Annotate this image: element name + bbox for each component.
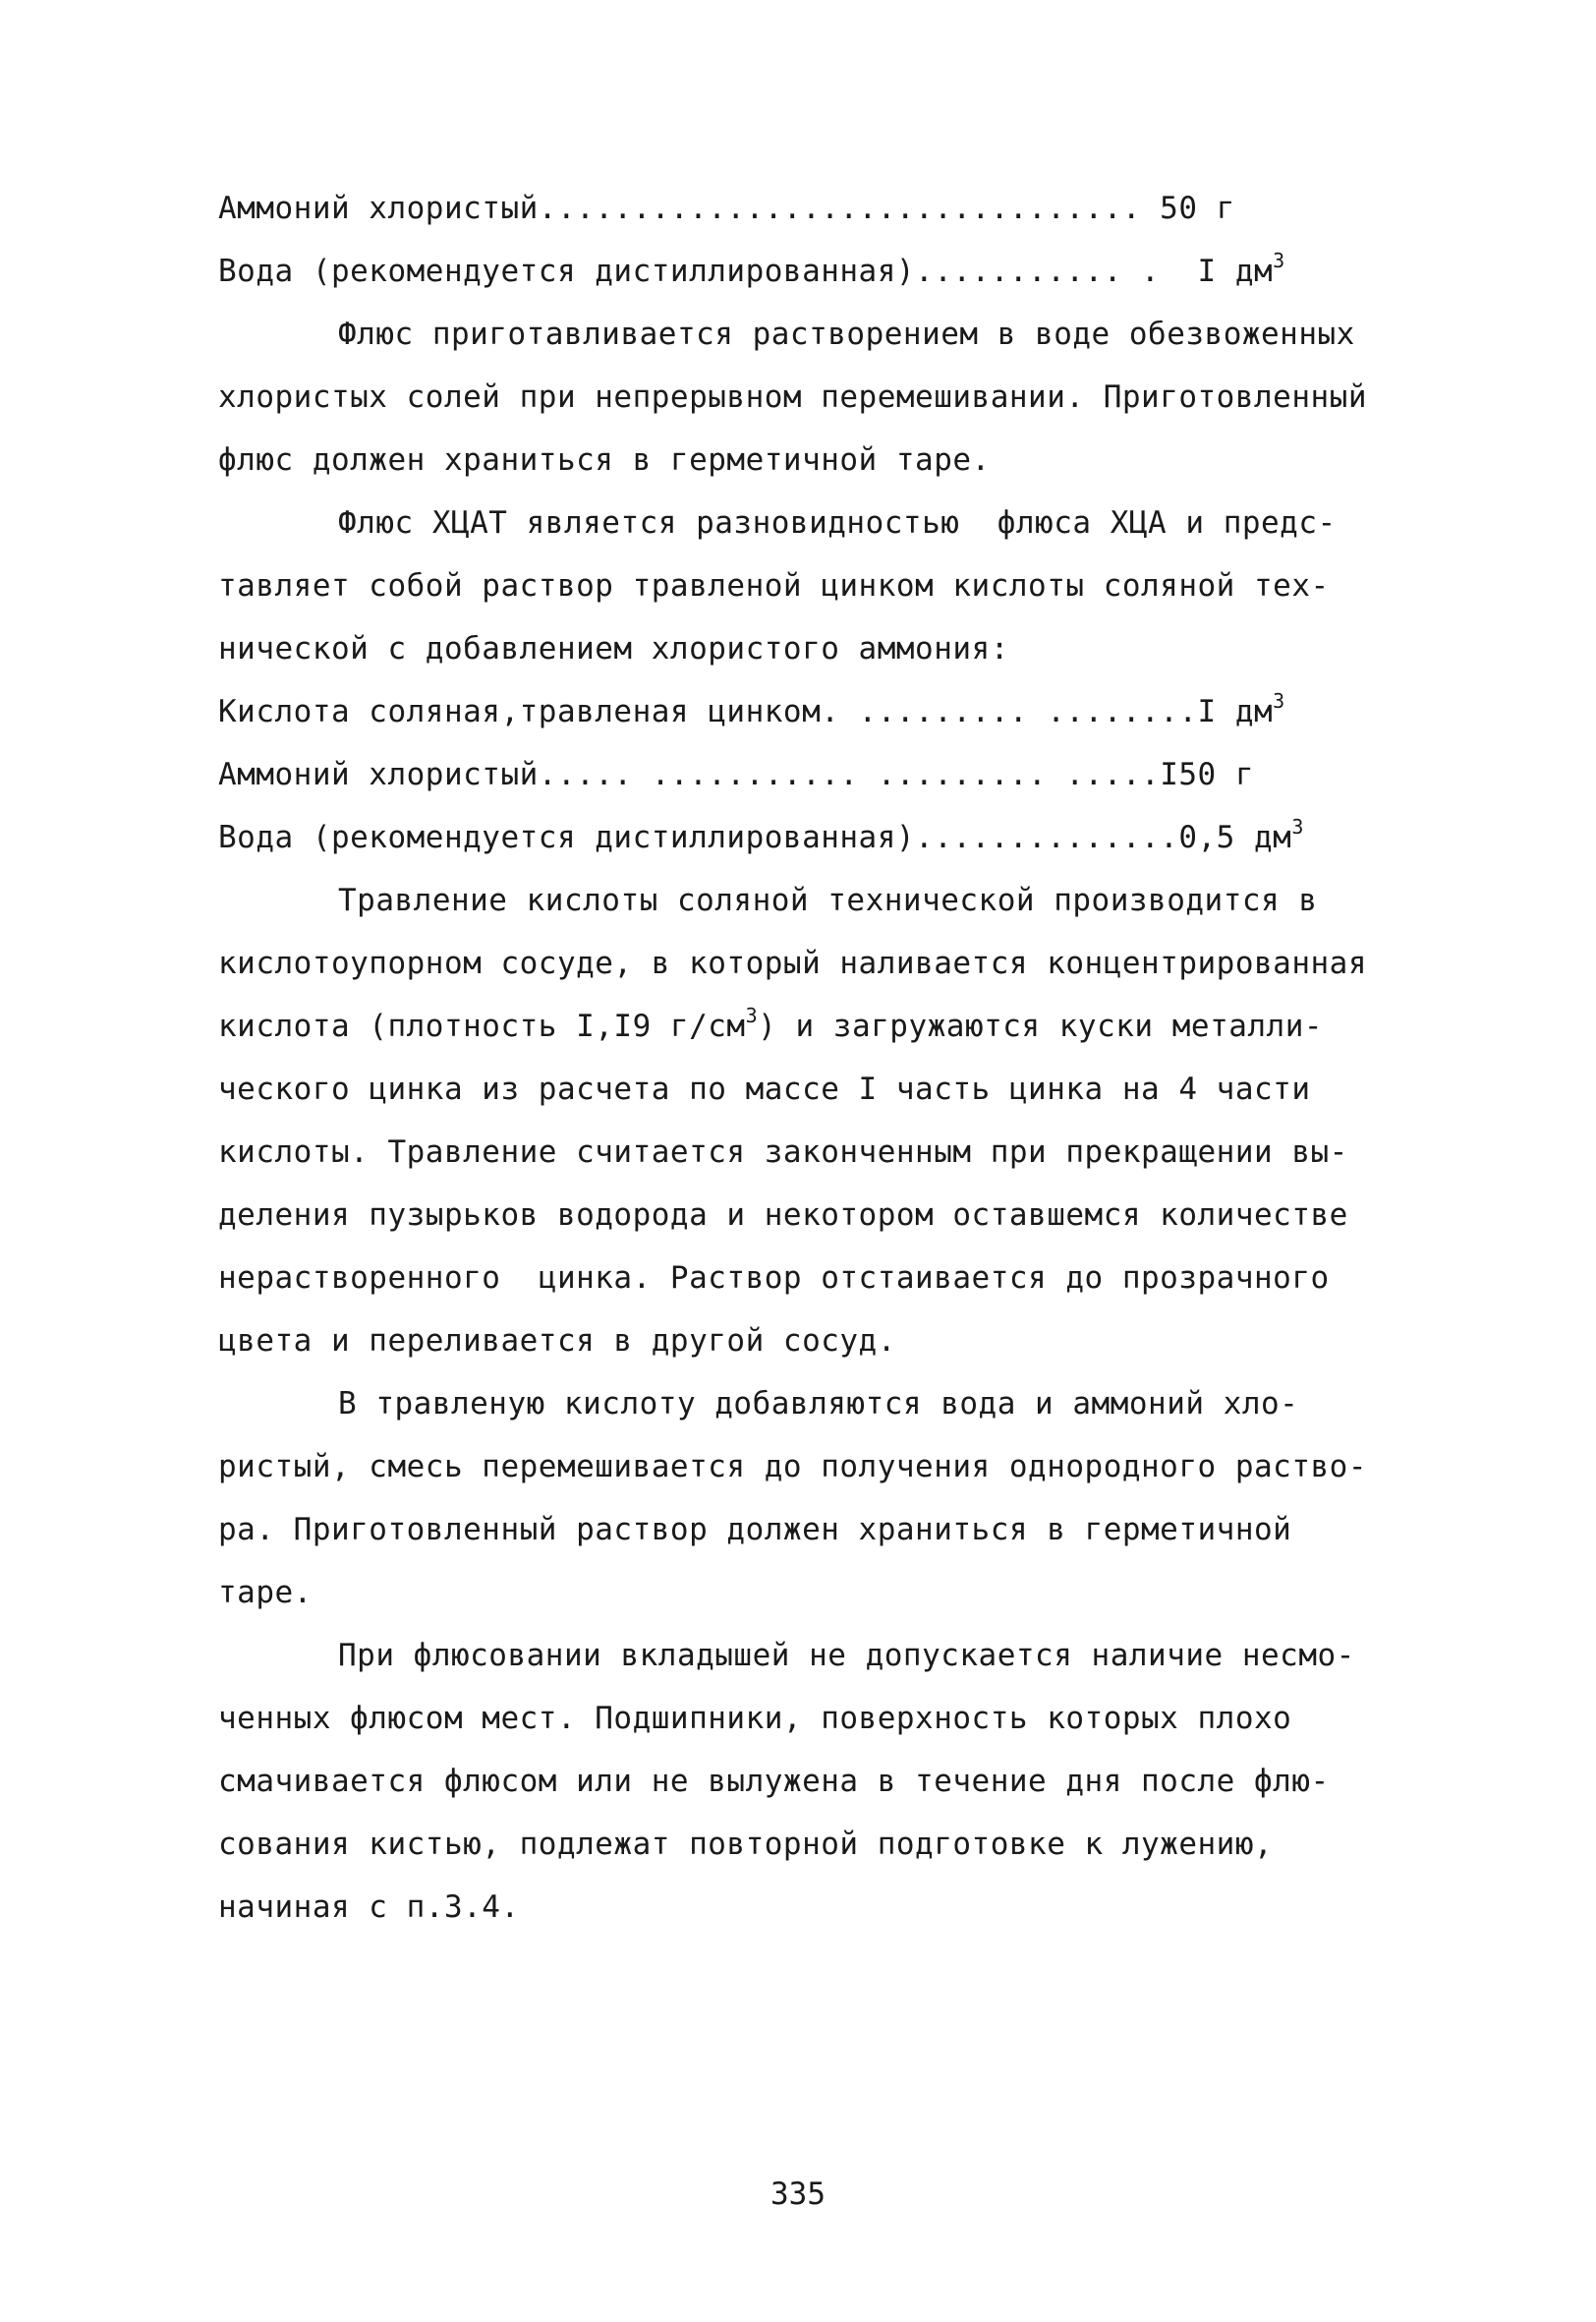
formula-line-ammonium xyxy=(218,177,1417,240)
formula-line-ammonium xyxy=(218,743,1417,806)
paragraph-line: хлористых солей при непрерывном перемешивании. Приготовленный xyxy=(218,379,1367,415)
superscript: 3 xyxy=(1273,249,1285,272)
formula-label: Вода (рекомендуется дистиллированная)........... . xyxy=(218,254,1161,289)
paragraph-line: таре. xyxy=(218,1575,313,1610)
paragraph-line: цвета и переливается в другой сосуд. xyxy=(218,1323,896,1359)
formula-value: I50 г xyxy=(1160,757,1255,792)
formula-label: Вода (рекомендуется дистиллированная).............. xyxy=(218,820,1179,855)
paragraph-line: ченных флюсом мест. Подшипники, поверхность которых плохо xyxy=(218,1701,1292,1736)
paragraph-line: кислоты. Травление считается законченным при прекращении вы- xyxy=(218,1134,1348,1170)
formula-label: Кислота соляная,травленая цинком. ......... ........ xyxy=(218,694,1198,729)
paragraph-line: флюс должен храниться в герметичной таре. xyxy=(218,442,991,478)
formula-label: Аммоний хлористый................................ xyxy=(218,191,1142,226)
paragraph-line: начиная с п.3.4. xyxy=(218,1889,520,1925)
paragraph-line: деления пузырьков водорода и некотором оставшемся количестве xyxy=(218,1197,1348,1233)
formula-line-acid xyxy=(218,680,1417,743)
paragraph-line: При флюсовании вкладышей не допускается наличие несмо- xyxy=(338,1638,1355,1673)
paragraph-line: нической с добавлением хлористого аммония: xyxy=(218,631,1009,667)
paragraph-line: тавляет собой раствор травленой цинком кислоты соляной тех- xyxy=(218,568,1330,604)
text-segment: кислота (плотность I,I9 г/см xyxy=(218,1009,746,1044)
formula-value: 0,5 дм xyxy=(1178,820,1292,855)
superscript: 3 xyxy=(745,1004,759,1027)
paragraph-line: сования кистью, подлежат повторной подготовке к лужению, xyxy=(218,1827,1274,1862)
formula-line-water xyxy=(218,240,1417,303)
paragraph-line: нерастворенного цинка. Раствор отстаивается до прозрачного xyxy=(218,1260,1330,1296)
paragraph-line: смачивается флюсом или не вылужена в течение дня после флю- xyxy=(218,1764,1330,1799)
paragraph-line: Флюс приготавливается растворением в воде обезвоженных xyxy=(338,317,1355,352)
text-segment: ) и загружаются куски металли- xyxy=(758,1009,1324,1044)
formula-value: I дм xyxy=(1197,694,1274,729)
superscript: 3 xyxy=(1291,815,1304,839)
page-body xyxy=(218,177,1417,1939)
paragraph-line: В травленую кислоту добавляются вода и аммоний хло- xyxy=(338,1386,1299,1422)
formula-value: I дм xyxy=(1160,254,1274,289)
paragraph-line: ческого цинка из расчета по массе I часть цинка на 4 части xyxy=(218,1072,1311,1107)
formula-label: Аммоний хлористый..... ........... ......... ..... xyxy=(218,757,1161,792)
page-number: 335 xyxy=(770,2177,826,2212)
paragraph-line: ристый, смесь перемешивается до получения однородного раство- xyxy=(218,1449,1367,1484)
formula-line-water xyxy=(218,806,1417,869)
paragraph-line: Флюс ХЦАТ является разновидностью флюса ХЦА и предс- xyxy=(338,505,1337,541)
formula-value: 50 г xyxy=(1141,191,1235,226)
paragraph-line: Травление кислоты соляной технической производится в xyxy=(338,883,1318,918)
paragraph-line: кислотоупорном сосуде, в который наливается концентрированная xyxy=(218,946,1367,981)
paragraph-line: ра. Приготовленный раствор должен храниться в герметичной xyxy=(218,1512,1292,1547)
paragraph-line xyxy=(218,995,1417,1058)
superscript: 3 xyxy=(1273,689,1285,713)
